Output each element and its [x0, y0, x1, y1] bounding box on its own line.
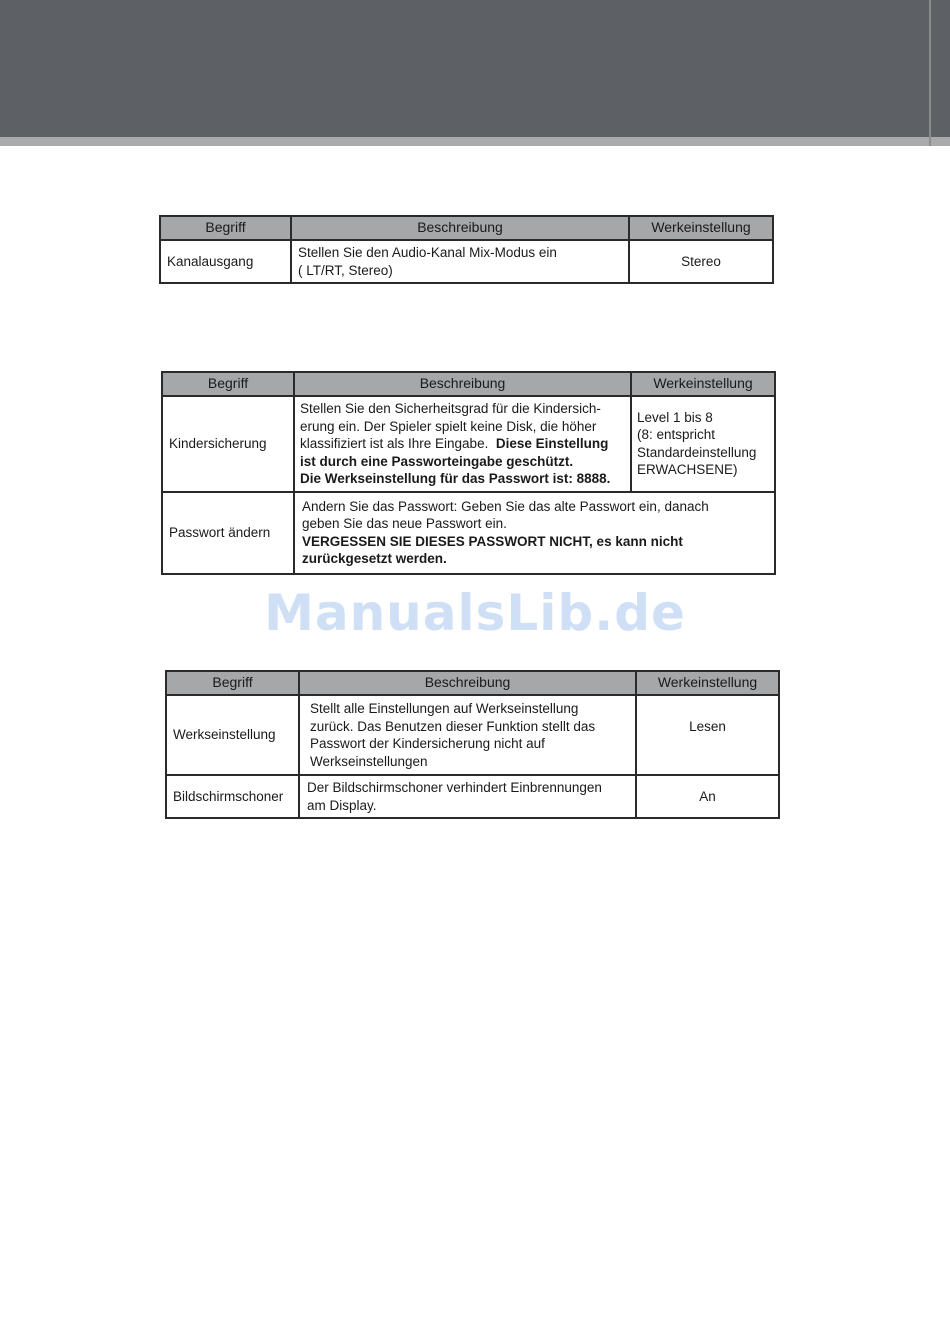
description-cell [294, 492, 775, 574]
value-line: ERWACHSENE) [637, 462, 738, 478]
description-line: erung ein. Der Spieler spielt keine Disk, die höher [300, 418, 597, 434]
description-line: Stellen Sie den Audio-Kanal Mix-Modus ein [298, 245, 557, 260]
description-cell [299, 775, 636, 818]
header-band [0, 0, 950, 137]
description-line: am Display. [307, 797, 377, 813]
term-cell: Bildschirmschoner [166, 775, 299, 818]
description-line-bold: ist durch eine Passworteingabe geschützt. [300, 453, 574, 469]
settings-table-parental [161, 371, 776, 575]
watermark: ManualsLib.de [264, 584, 686, 642]
description-line: Stellt alle Einstellungen auf Werkseinstellung [310, 701, 579, 716]
table-header-row [166, 671, 779, 695]
value-line: Level 1 bis 8 [637, 409, 713, 425]
description-line: Andern Sie das Passwort: Geben Sie das alte Passwort ein, danach [302, 498, 709, 514]
term-cell: Werkseinstellung [166, 695, 299, 775]
header-edge [929, 0, 931, 146]
table-row [166, 775, 779, 818]
header-default: Werkeinstellung [631, 372, 775, 396]
description-line [300, 435, 624, 453]
term-cell: Kanalausgang [160, 240, 291, 283]
table-row [160, 240, 773, 283]
header-description: Beschreibung [291, 216, 629, 240]
settings-table-reset [165, 670, 780, 819]
description-line-bold: zurückgesetzt werden. [302, 551, 447, 566]
description-line: Der Bildschirmschoner verhindert Einbrennungen [307, 780, 602, 795]
header-term: Begriff [160, 216, 291, 240]
value-line: (8: entspricht [637, 427, 716, 443]
default-value-cell [631, 396, 775, 492]
description-bold-text: Diese Einstellung [495, 436, 609, 451]
header-description: Beschreibung [294, 372, 631, 396]
header-default: Werkeinstellung [629, 216, 773, 240]
description-line: geben Sie das neue Passwort ein. [302, 516, 507, 531]
term-cell: Kindersicherung [162, 396, 294, 492]
table-header-row [160, 216, 773, 240]
header-description: Beschreibung [299, 671, 636, 695]
description-cell [294, 396, 631, 492]
default-value-cell: Lesen [636, 695, 779, 775]
description-line: ( LT/RT, Stereo) [298, 262, 393, 278]
description-cell [299, 695, 636, 775]
header-term: Begriff [166, 671, 299, 695]
default-value-cell: An [636, 775, 779, 818]
term-cell: Passwort ändern [162, 492, 294, 574]
description-line: Werkseinstellungen [310, 753, 428, 769]
description-text: klassifiziert ist als Ihre Eingabe. [300, 436, 489, 451]
header-stripe [0, 137, 950, 146]
value-line: Standardeinstellung [637, 444, 757, 460]
description-line-bold: Die Werkseinstellung für das Passwort ist: 8888. [300, 471, 611, 486]
description-line: Stellen Sie den Sicherheitsgrad für die Kindersich- [300, 401, 601, 416]
header-term: Begriff [162, 372, 294, 396]
header-default: Werkeinstellung [636, 671, 779, 695]
table-header-row [162, 372, 775, 396]
table-row [162, 492, 775, 574]
table-row [162, 396, 775, 492]
description-line: zurück. Das Benutzen dieser Funktion stellt das [310, 718, 596, 734]
table-row [166, 695, 779, 775]
description-line: Passwort der Kindersicherung nicht auf [310, 736, 545, 751]
default-value-cell: Stereo [629, 240, 773, 283]
description-cell [291, 240, 629, 283]
settings-table-audio [159, 215, 774, 284]
description-line-bold: VERGESSEN SIE DIESES PASSWORT NICHT, es kann nicht [302, 533, 683, 549]
